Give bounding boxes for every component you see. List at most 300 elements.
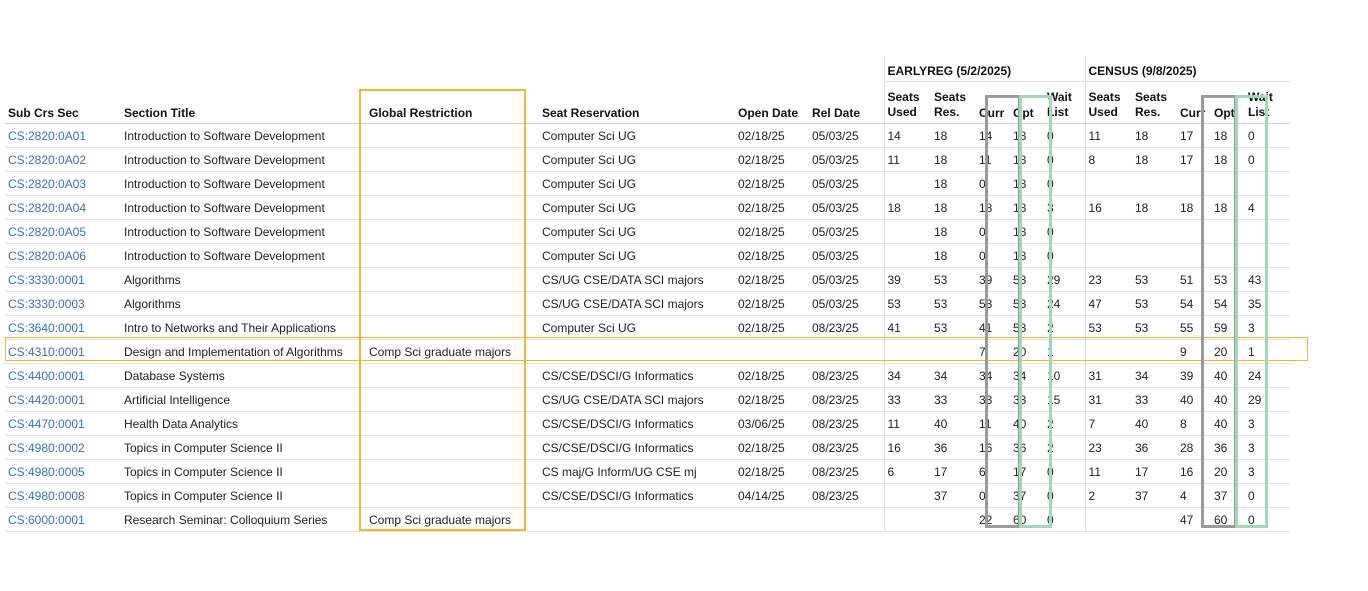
- early-wait-list: 0: [1044, 124, 1085, 148]
- early-seats-res: [931, 508, 976, 532]
- census-seats-res: 40: [1132, 412, 1177, 436]
- section-code-link[interactable]: CS:6000:0001: [5, 508, 118, 532]
- seat-reservation: CS maj/G Inform/UG CSE mj: [520, 460, 735, 484]
- rel-date: 05/03/25: [809, 172, 884, 196]
- open-date: 02/18/25: [735, 124, 809, 148]
- early-seats-res: 18: [931, 244, 976, 268]
- global-restriction: [357, 292, 520, 316]
- seat-reservation: Computer Sci UG: [520, 220, 735, 244]
- census-seats-used: 11: [1085, 124, 1132, 148]
- course-sections-table: [5, 56, 1290, 532]
- section-code-link[interactable]: CS:4310:0001: [5, 340, 118, 364]
- census-seats-used: 16: [1085, 196, 1132, 220]
- census-seats-used: [1085, 172, 1132, 196]
- col-header-sub-crs-sec[interactable]: Sub Crs Sec: [5, 82, 118, 124]
- census-seats-res: [1132, 508, 1177, 532]
- header-line: Res.: [1135, 105, 1161, 119]
- seat-reservation: [520, 340, 735, 364]
- section-title: Artificial Intelligence: [118, 388, 357, 412]
- early-seats-res: 40: [931, 412, 976, 436]
- rel-date: 08/23/25: [809, 412, 884, 436]
- census-opt: 18: [1211, 196, 1245, 220]
- early-seats-used: 18: [884, 196, 931, 220]
- census-seats-used: [1085, 340, 1132, 364]
- rel-date: 05/03/25: [809, 292, 884, 316]
- early-seats-used: [884, 508, 931, 532]
- early-curr: 34: [976, 364, 1010, 388]
- census-curr: 47: [1177, 508, 1211, 532]
- table-row: [5, 436, 1290, 460]
- global-restriction: [357, 268, 520, 292]
- early-seats-res: 18: [931, 124, 976, 148]
- early-wait-list: 0: [1044, 148, 1085, 172]
- table-row: [5, 172, 1290, 196]
- early-curr: 53: [976, 292, 1010, 316]
- table-body: [5, 124, 1290, 532]
- seat-reservation: Computer Sci UG: [520, 148, 735, 172]
- census-seats-res: 17: [1132, 460, 1177, 484]
- global-restriction: [357, 436, 520, 460]
- early-seats-used: 6: [884, 460, 931, 484]
- open-date: 02/18/25: [735, 244, 809, 268]
- census-curr: 51: [1177, 268, 1211, 292]
- seat-reservation: CS/CSE/DSCI/G Informatics: [520, 364, 735, 388]
- early-seats-used: 39: [884, 268, 931, 292]
- early-curr: 22: [976, 508, 1010, 532]
- census-opt: 54: [1211, 292, 1245, 316]
- section-code-link[interactable]: CS:3330:0003: [5, 292, 118, 316]
- census-opt: 36: [1211, 436, 1245, 460]
- global-restriction: [357, 124, 520, 148]
- census-seats-used: 23: [1085, 436, 1132, 460]
- col-header-census-opt[interactable]: Opt: [1211, 82, 1245, 124]
- early-wait-list: 15: [1044, 388, 1085, 412]
- seat-reservation: CS/CSE/DSCI/G Informatics: [520, 484, 735, 508]
- early-seats-used: 14: [884, 124, 931, 148]
- census-curr: 17: [1177, 148, 1211, 172]
- open-date: 02/18/25: [735, 364, 809, 388]
- early-seats-used: [884, 484, 931, 508]
- census-seats-used: [1085, 220, 1132, 244]
- early-opt: 18: [1010, 124, 1044, 148]
- seat-reservation: [520, 508, 735, 532]
- census-wait-list: 0: [1245, 124, 1290, 148]
- global-restriction: [357, 148, 520, 172]
- census-opt: 53: [1211, 268, 1245, 292]
- census-opt: [1211, 244, 1245, 268]
- early-curr: 0: [976, 484, 1010, 508]
- header-line: Seats: [887, 90, 920, 104]
- col-header-census-wait-list[interactable]: [1245, 82, 1290, 124]
- section-title: Intro to Networks and Their Applications: [118, 316, 357, 340]
- census-seats-res: 18: [1132, 148, 1177, 172]
- col-header-early-opt[interactable]: Opt: [1010, 82, 1044, 124]
- early-curr: 41: [976, 316, 1010, 340]
- col-header-section-title[interactable]: Section Title: [118, 82, 357, 124]
- early-opt: 53: [1010, 316, 1044, 340]
- col-header-census-curr[interactable]: Curr: [1177, 82, 1211, 124]
- census-curr: 8: [1177, 412, 1211, 436]
- section-code-link[interactable]: CS:4470:0001: [5, 412, 118, 436]
- early-seats-res: 18: [931, 172, 976, 196]
- table-row: [5, 148, 1290, 172]
- early-curr: 6: [976, 460, 1010, 484]
- census-seats-used: 11: [1085, 460, 1132, 484]
- census-seats-res: 53: [1132, 292, 1177, 316]
- early-seats-used: 33: [884, 388, 931, 412]
- section-code-link[interactable]: CS:4980:0002: [5, 436, 118, 460]
- census-seats-used: 8: [1085, 148, 1132, 172]
- census-curr: 17: [1177, 124, 1211, 148]
- census-opt: 37: [1211, 484, 1245, 508]
- early-seats-used: [884, 172, 931, 196]
- early-wait-list: 29: [1044, 268, 1085, 292]
- census-opt: 20: [1211, 340, 1245, 364]
- global-restriction: [357, 172, 520, 196]
- global-restriction: Comp Sci graduate majors: [357, 340, 520, 364]
- census-opt: 40: [1211, 364, 1245, 388]
- early-curr: 39: [976, 268, 1010, 292]
- census-group-header: CENSUS (9/8/2025): [1085, 56, 1290, 82]
- early-curr: 11: [976, 412, 1010, 436]
- table-row: [5, 196, 1290, 220]
- early-opt: 18: [1010, 148, 1044, 172]
- census-seats-res: [1132, 244, 1177, 268]
- col-header-census-seats-used[interactable]: [1085, 82, 1132, 124]
- census-wait-list: 4: [1245, 196, 1290, 220]
- rel-date: 05/03/25: [809, 268, 884, 292]
- census-curr: 54: [1177, 292, 1211, 316]
- census-curr: [1177, 220, 1211, 244]
- census-seats-used: [1085, 244, 1132, 268]
- census-seats-used: 7: [1085, 412, 1132, 436]
- early-curr: 14: [976, 124, 1010, 148]
- early-wait-list: 0: [1044, 244, 1085, 268]
- early-opt: 18: [1010, 172, 1044, 196]
- section-title: Introduction to Software Development: [118, 220, 357, 244]
- early-seats-res: 37: [931, 484, 976, 508]
- census-seats-res: [1132, 220, 1177, 244]
- census-seats-used: 31: [1085, 364, 1132, 388]
- open-date: 02/18/25: [735, 268, 809, 292]
- early-seats-used: [884, 340, 931, 364]
- early-wait-list: 0: [1044, 220, 1085, 244]
- early-seats-res: [931, 340, 976, 364]
- early-curr: 0: [976, 172, 1010, 196]
- section-title: Introduction to Software Development: [118, 124, 357, 148]
- census-seats-used: 53: [1085, 316, 1132, 340]
- seat-reservation: CS/CSE/DSCI/G Informatics: [520, 436, 735, 460]
- col-header-census-seats-res[interactable]: [1132, 82, 1177, 124]
- global-restriction: [357, 388, 520, 412]
- census-seats-res: 36: [1132, 436, 1177, 460]
- col-header-global-restriction[interactable]: Global Restriction: [357, 82, 520, 124]
- global-restriction: [357, 364, 520, 388]
- early-curr: 0: [976, 244, 1010, 268]
- section-code-link[interactable]: CS:4980:0008: [5, 484, 118, 508]
- early-opt: 18: [1010, 244, 1044, 268]
- section-code-link[interactable]: CS:2820:0A03: [5, 172, 118, 196]
- seat-reservation: Computer Sci UG: [520, 124, 735, 148]
- header-line: Used: [887, 105, 917, 119]
- header-line: Wait: [1248, 90, 1273, 104]
- census-wait-list: 3: [1245, 460, 1290, 484]
- early-curr: 0: [976, 220, 1010, 244]
- col-header-rel-date[interactable]: Rel Date: [809, 82, 884, 124]
- section-title: Algorithms: [118, 292, 357, 316]
- early-seats-used: 11: [884, 412, 931, 436]
- early-curr: 33: [976, 388, 1010, 412]
- early-seats-res: 53: [931, 268, 976, 292]
- seat-reservation: CS/UG CSE/DATA SCI majors: [520, 292, 735, 316]
- earlyreg-group-header: EARLYREG (5/2/2025): [884, 56, 1085, 82]
- early-curr: 11: [976, 148, 1010, 172]
- early-seats-res: 34: [931, 364, 976, 388]
- rel-date: 05/03/25: [809, 244, 884, 268]
- rel-date: 05/03/25: [809, 124, 884, 148]
- seat-reservation: CS/UG CSE/DATA SCI majors: [520, 268, 735, 292]
- early-seats-res: 53: [931, 292, 976, 316]
- census-seats-res: 34: [1132, 364, 1177, 388]
- seat-reservation: Computer Sci UG: [520, 244, 735, 268]
- census-curr: 9: [1177, 340, 1211, 364]
- section-title: Topics in Computer Science II: [118, 436, 357, 460]
- table-row: [5, 292, 1290, 316]
- col-header-early-seats-res[interactable]: [931, 82, 976, 124]
- table-row: [5, 220, 1290, 244]
- census-opt: 18: [1211, 148, 1245, 172]
- group-header-row: [5, 56, 1290, 82]
- early-seats-used: 11: [884, 148, 931, 172]
- header-line: Wait: [1047, 90, 1072, 104]
- section-code-link[interactable]: CS:3330:0001: [5, 268, 118, 292]
- census-opt: 40: [1211, 388, 1245, 412]
- open-date: 02/18/25: [735, 388, 809, 412]
- section-code-link[interactable]: CS:2820:0A05: [5, 220, 118, 244]
- early-wait-list: 0: [1044, 460, 1085, 484]
- table-row: [5, 412, 1290, 436]
- header-line: Res.: [934, 105, 960, 119]
- global-restriction: [357, 196, 520, 220]
- census-seats-used: 23: [1085, 268, 1132, 292]
- census-curr: 18: [1177, 196, 1211, 220]
- early-seats-res: 18: [931, 220, 976, 244]
- section-title: Introduction to Software Development: [118, 148, 357, 172]
- open-date: 02/18/25: [735, 436, 809, 460]
- rel-date: [809, 340, 884, 364]
- early-wait-list: 0: [1044, 172, 1085, 196]
- census-curr: 16: [1177, 460, 1211, 484]
- global-restriction: [357, 220, 520, 244]
- open-date: 02/18/25: [735, 220, 809, 244]
- header-line: Seats: [934, 90, 967, 104]
- col-header-early-seats-used[interactable]: [884, 82, 931, 124]
- early-seats-used: 34: [884, 364, 931, 388]
- census-wait-list: [1245, 172, 1290, 196]
- census-seats-used: 2: [1085, 484, 1132, 508]
- section-code-link[interactable]: CS:4420:0001: [5, 388, 118, 412]
- early-seats-used: [884, 220, 931, 244]
- global-restriction: [357, 244, 520, 268]
- section-code-link[interactable]: CS:2820:0A02: [5, 148, 118, 172]
- seat-reservation: Computer Sci UG: [520, 316, 735, 340]
- column-header-row: [5, 82, 1290, 124]
- census-curr: [1177, 244, 1211, 268]
- census-seats-res: 53: [1132, 268, 1177, 292]
- table-row: [5, 388, 1290, 412]
- section-code-link[interactable]: CS:4400:0001: [5, 364, 118, 388]
- section-title: Topics in Computer Science II: [118, 460, 357, 484]
- global-restriction: [357, 412, 520, 436]
- section-title: Introduction to Software Development: [118, 172, 357, 196]
- table-row: [5, 508, 1290, 532]
- section-code-link[interactable]: CS:2820:0A04: [5, 196, 118, 220]
- early-wait-list: 3: [1044, 196, 1085, 220]
- early-opt: 60: [1010, 508, 1044, 532]
- section-code-link[interactable]: CS:4980:0005: [5, 460, 118, 484]
- early-wait-list: 1: [1044, 340, 1085, 364]
- section-title: Health Data Analytics: [118, 412, 357, 436]
- global-restriction: Comp Sci graduate majors: [357, 508, 520, 532]
- census-curr: 55: [1177, 316, 1211, 340]
- early-seats-used: [884, 244, 931, 268]
- early-seats-res: 33: [931, 388, 976, 412]
- seat-reservation: Computer Sci UG: [520, 196, 735, 220]
- section-title: Design and Implementation of Algorithms: [118, 340, 357, 364]
- table-row: [5, 244, 1290, 268]
- census-opt: 60: [1211, 508, 1245, 532]
- global-restriction: [357, 460, 520, 484]
- early-seats-res: 36: [931, 436, 976, 460]
- census-seats-res: 37: [1132, 484, 1177, 508]
- table-row: [5, 364, 1290, 388]
- early-opt: 34: [1010, 364, 1044, 388]
- census-wait-list: 43: [1245, 268, 1290, 292]
- global-restriction: [357, 316, 520, 340]
- early-opt: 20: [1010, 340, 1044, 364]
- census-wait-list: 0: [1245, 484, 1290, 508]
- col-header-seat-reservation[interactable]: Seat Reservation: [520, 82, 735, 124]
- early-seats-res: 17: [931, 460, 976, 484]
- early-opt: 40: [1010, 412, 1044, 436]
- census-seats-res: 18: [1132, 124, 1177, 148]
- seat-reservation: CS/CSE/DSCI/G Informatics: [520, 412, 735, 436]
- census-seats-used: 31: [1085, 388, 1132, 412]
- section-title: Introduction to Software Development: [118, 244, 357, 268]
- section-code-link[interactable]: CS:3640:0001: [5, 316, 118, 340]
- early-wait-list: 24: [1044, 292, 1085, 316]
- header-line: Seats: [1088, 90, 1121, 104]
- early-curr: 16: [976, 436, 1010, 460]
- table-row: [5, 460, 1290, 484]
- header-line: Used: [1088, 105, 1118, 119]
- open-date: [735, 340, 809, 364]
- census-seats-res: [1132, 172, 1177, 196]
- header-line: Seats: [1135, 90, 1168, 104]
- census-opt: 40: [1211, 412, 1245, 436]
- early-seats-res: 18: [931, 196, 976, 220]
- section-title: Algorithms: [118, 268, 357, 292]
- census-wait-list: 0: [1245, 508, 1290, 532]
- early-wait-list: 2: [1044, 316, 1085, 340]
- early-wait-list: 0: [1044, 508, 1085, 532]
- census-wait-list: 1: [1245, 340, 1290, 364]
- census-curr: 28: [1177, 436, 1211, 460]
- global-restriction: [357, 484, 520, 508]
- open-date: 04/14/25: [735, 484, 809, 508]
- early-opt: 33: [1010, 388, 1044, 412]
- early-seats-used: 41: [884, 316, 931, 340]
- early-opt: 18: [1010, 220, 1044, 244]
- census-opt: [1211, 172, 1245, 196]
- census-wait-list: 35: [1245, 292, 1290, 316]
- early-seats-res: 18: [931, 148, 976, 172]
- open-date: 02/18/25: [735, 196, 809, 220]
- col-header-early-wait-list[interactable]: [1044, 82, 1085, 124]
- census-seats-res: 53: [1132, 316, 1177, 340]
- census-opt: [1211, 220, 1245, 244]
- section-title: Research Seminar: Colloquium Series: [118, 508, 357, 532]
- early-wait-list: 10: [1044, 364, 1085, 388]
- early-seats-res: 53: [931, 316, 976, 340]
- rel-date: 08/23/25: [809, 484, 884, 508]
- census-opt: 20: [1211, 460, 1245, 484]
- census-wait-list: 0: [1245, 148, 1290, 172]
- rel-date: 08/23/25: [809, 364, 884, 388]
- table-row: [5, 124, 1290, 148]
- rel-date: 05/03/25: [809, 220, 884, 244]
- rel-date: 05/03/25: [809, 196, 884, 220]
- census-curr: 4: [1177, 484, 1211, 508]
- early-seats-used: 53: [884, 292, 931, 316]
- open-date: 02/18/25: [735, 148, 809, 172]
- early-opt: 53: [1010, 268, 1044, 292]
- census-opt: 18: [1211, 124, 1245, 148]
- section-code-link[interactable]: CS:2820:0A01: [5, 124, 118, 148]
- header-line: List: [1047, 105, 1069, 119]
- census-curr: 39: [1177, 364, 1211, 388]
- census-opt: 59: [1211, 316, 1245, 340]
- census-curr: [1177, 172, 1211, 196]
- early-opt: 37: [1010, 484, 1044, 508]
- census-wait-list: 24: [1245, 364, 1290, 388]
- early-opt: 36: [1010, 436, 1044, 460]
- census-seats-res: 18: [1132, 196, 1177, 220]
- rel-date: [809, 508, 884, 532]
- census-wait-list: 29: [1245, 388, 1290, 412]
- census-wait-list: [1245, 220, 1290, 244]
- open-date: 02/18/25: [735, 460, 809, 484]
- census-seats-res: 33: [1132, 388, 1177, 412]
- table-row: [5, 316, 1290, 340]
- open-date: 02/18/25: [735, 172, 809, 196]
- rel-date: 08/23/25: [809, 388, 884, 412]
- early-curr: 18: [976, 196, 1010, 220]
- early-curr: 7: [976, 340, 1010, 364]
- table-row: [5, 340, 1290, 364]
- open-date: 02/18/25: [735, 292, 809, 316]
- census-seats-res: [1132, 340, 1177, 364]
- early-opt: 53: [1010, 292, 1044, 316]
- rel-date: 05/03/25: [809, 148, 884, 172]
- section-code-link[interactable]: CS:2820:0A06: [5, 244, 118, 268]
- table-row: [5, 484, 1290, 508]
- col-header-early-curr[interactable]: Curr: [976, 82, 1010, 124]
- early-opt: 17: [1010, 460, 1044, 484]
- census-wait-list: 3: [1245, 412, 1290, 436]
- col-header-open-date[interactable]: Open Date: [735, 82, 809, 124]
- census-curr: 40: [1177, 388, 1211, 412]
